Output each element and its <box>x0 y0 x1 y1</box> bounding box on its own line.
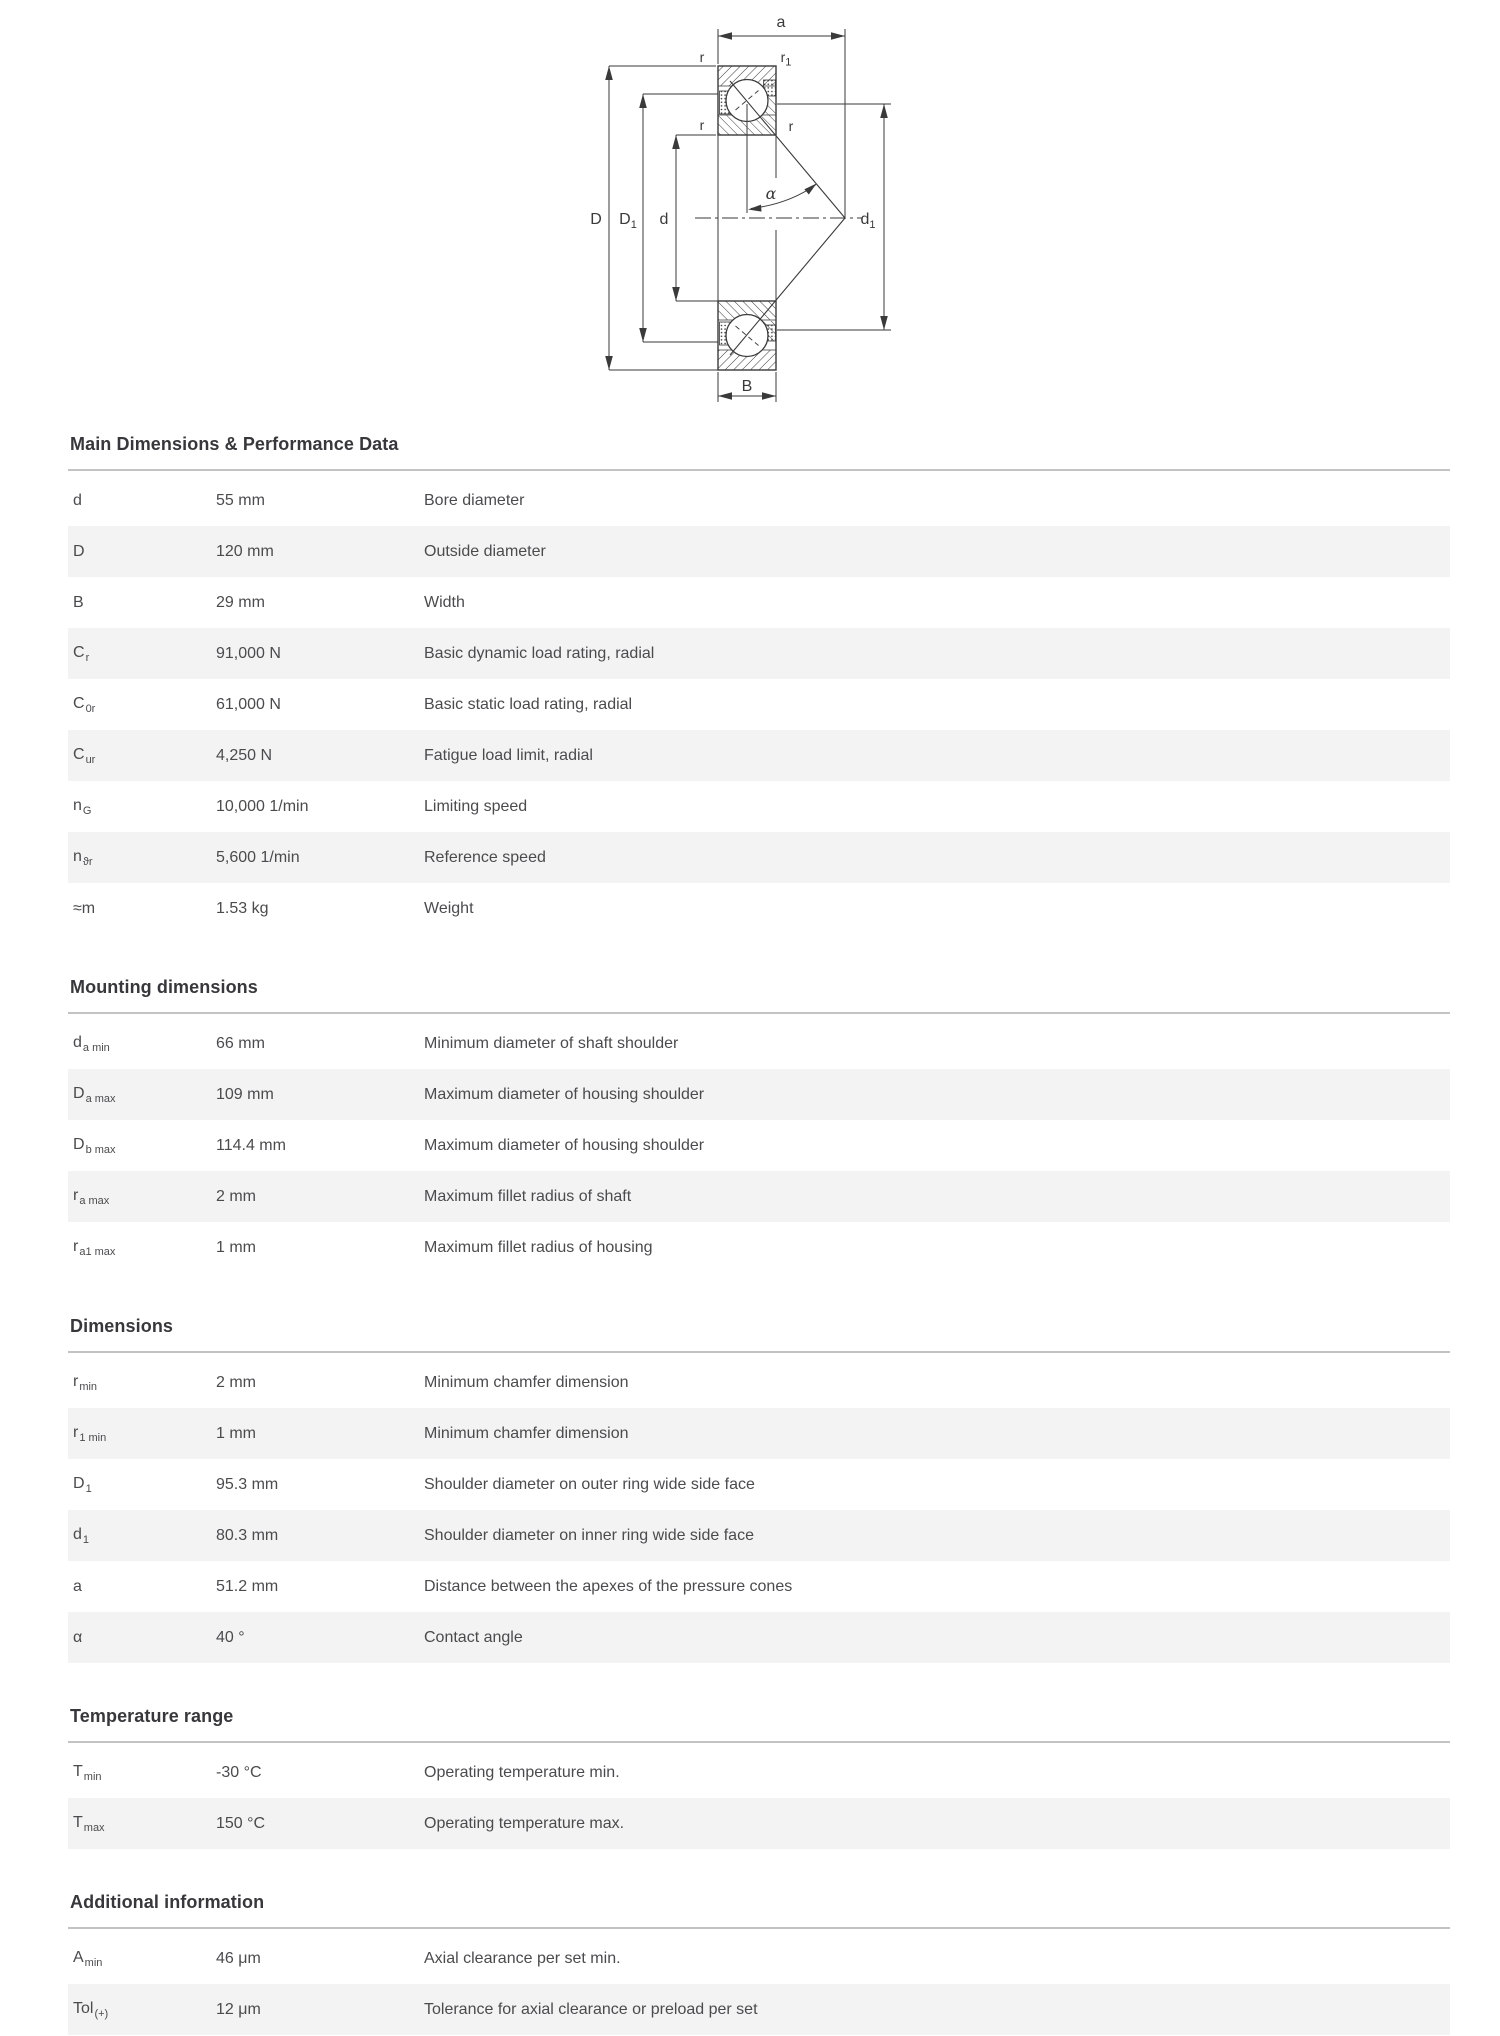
symbol-main: D <box>73 1084 85 1102</box>
table-row <box>68 1933 1450 1984</box>
value-cell: 29 mm <box>216 593 265 611</box>
value-cell: 1 mm <box>216 1424 256 1442</box>
table-row <box>68 1459 1450 1510</box>
description-cell: Axial clearance per set min. <box>424 1949 621 1967</box>
section-divider <box>68 1351 1450 1353</box>
value-cell: 91,000 N <box>216 644 281 662</box>
table-row <box>68 1069 1450 1120</box>
description-cell: Outside diameter <box>424 542 546 560</box>
description-cell: Tolerance for axial clearance or preload per set <box>424 2000 758 2018</box>
description-cell: Minimum chamfer dimension <box>424 1424 629 1442</box>
symbol-cell <box>68 1763 216 1783</box>
value-cell: 2 mm <box>216 1373 256 1391</box>
value-cell: 51.2 mm <box>216 1577 279 1595</box>
dim-label-d1: $d_1$ <box>860 211 876 231</box>
spec-rows <box>68 475 1450 934</box>
section-divider <box>68 1012 1450 1014</box>
description-cell: Maximum fillet radius of housing <box>424 1238 653 1256</box>
symbol-subscript: a max <box>85 1092 116 1105</box>
symbol-cell <box>68 1085 216 1105</box>
contact-angle-label: α <box>765 184 777 203</box>
symbol-main: C <box>73 745 85 763</box>
dim-label-r1: $r_1$ <box>780 49 792 69</box>
table-row <box>68 1171 1450 1222</box>
symbol-cell <box>68 1475 216 1495</box>
value-cell: 80.3 mm <box>216 1526 279 1544</box>
table-row <box>68 1561 1450 1612</box>
symbol-main: C <box>73 643 85 661</box>
value-cell: 120 mm <box>216 542 274 560</box>
description-cell: Basic dynamic load rating, radial <box>424 644 655 662</box>
value-cell: 40 ° <box>216 1628 245 1646</box>
description-cell: Maximum fillet radius of shaft <box>424 1187 632 1205</box>
symbol-main: C <box>73 694 85 712</box>
symbol-subscript: ur <box>85 753 96 766</box>
symbol-main: α <box>73 1628 83 1646</box>
symbol-cell <box>68 1424 216 1444</box>
table-row <box>68 781 1450 832</box>
value-cell: 10,000 1/min <box>216 797 309 815</box>
value-cell: 66 mm <box>216 1034 265 1052</box>
dim-label-B: B <box>741 378 753 395</box>
section-title: Dimensions <box>70 1316 174 1336</box>
symbol-subscript: min <box>83 1770 102 1783</box>
symbol-main: n <box>73 796 82 814</box>
symbol-main: B <box>73 593 84 611</box>
spec-section <box>68 978 1450 1273</box>
table-row <box>68 832 1450 883</box>
symbol-cell <box>68 2000 216 2020</box>
contact-line-bottom <box>730 218 845 355</box>
description-cell: Minimum chamfer dimension <box>424 1373 629 1391</box>
symbol-main: d <box>73 491 82 509</box>
value-cell: 46 μm <box>216 1949 261 1967</box>
spec-section <box>68 1707 1450 1849</box>
table-row <box>68 883 1450 934</box>
bearing-drawing-area <box>0 0 1500 412</box>
symbol-cell <box>68 1136 216 1156</box>
symbol-subscript: 1 min <box>79 1431 107 1444</box>
symbol-main: d <box>73 1525 82 1543</box>
symbol-main: a <box>73 1577 82 1595</box>
table-row <box>68 1798 1450 1849</box>
symbol-main: ≈m <box>73 899 96 917</box>
symbol-subscript: 0r <box>85 702 96 715</box>
table-row <box>68 1357 1450 1408</box>
symbol-main: d <box>73 1033 82 1051</box>
section-title: Additional information <box>70 1892 265 1912</box>
table-row <box>68 1612 1450 1663</box>
symbol-subscript: a min <box>82 1041 110 1054</box>
table-row <box>68 1018 1450 1069</box>
symbol-cell <box>68 1814 216 1834</box>
table-row <box>68 1510 1450 1561</box>
spec-rows <box>68 1357 1450 1663</box>
symbol-cell <box>68 1526 216 1546</box>
description-cell: Reference speed <box>424 848 546 866</box>
symbol-cell <box>68 746 216 766</box>
spec-tables <box>68 435 1450 2035</box>
description-cell: Maximum diameter of housing shoulder <box>424 1136 705 1154</box>
symbol-main: Tol <box>73 1999 94 2017</box>
value-cell: 150 °C <box>216 1814 266 1832</box>
symbol-cell <box>68 1034 216 1054</box>
symbol-cell <box>68 1578 216 1596</box>
spec-rows <box>68 1747 1450 1849</box>
symbol-main: D <box>73 1135 85 1153</box>
symbol-main: r <box>73 1423 79 1441</box>
section-title: Temperature range <box>70 1706 234 1726</box>
symbol-subscript: r <box>85 651 90 664</box>
description-cell: Contact angle <box>424 1628 523 1646</box>
symbol-cell <box>68 492 216 510</box>
value-cell: 61,000 N <box>216 695 281 713</box>
symbol-subscript: min <box>79 1380 98 1393</box>
table-row <box>68 730 1450 781</box>
spec-section <box>68 435 1450 934</box>
description-cell: Basic static load rating, radial <box>424 695 633 713</box>
section-divider <box>68 1927 1450 1929</box>
symbol-cell <box>68 848 216 868</box>
table-row <box>68 1984 1450 2035</box>
symbol-main: D <box>73 542 85 560</box>
value-cell: 114.4 mm <box>216 1136 286 1154</box>
symbol-cell <box>68 644 216 664</box>
symbol-subscript: max <box>83 1821 105 1834</box>
symbol-cell <box>68 1187 216 1207</box>
symbol-main: D <box>73 1474 85 1492</box>
symbol-subscript: a1 max <box>79 1245 116 1258</box>
table-row <box>68 679 1450 730</box>
symbol-cell <box>68 594 216 612</box>
description-cell: Distance between the apexes of the pressure cones <box>424 1577 793 1595</box>
symbol-subscript: a max <box>79 1194 110 1207</box>
table-row <box>68 628 1450 679</box>
symbol-main: r <box>73 1237 79 1255</box>
description-cell: Shoulder diameter on outer ring wide side face <box>424 1475 755 1493</box>
dim-label-D1: $D_1$ <box>619 211 637 231</box>
dim-label-r-top-left: r <box>699 49 705 65</box>
section-title: Mounting dimensions <box>70 977 258 997</box>
description-cell: Operating temperature min. <box>424 1763 620 1781</box>
symbol-cell <box>68 695 216 715</box>
symbol-cell <box>68 1373 216 1393</box>
symbol-cell <box>68 1629 216 1647</box>
symbol-subscript: ϑr <box>82 855 93 868</box>
description-cell: Shoulder diameter on inner ring wide side face <box>424 1526 754 1544</box>
table-row <box>68 1222 1450 1273</box>
value-cell: 1.53 kg <box>216 899 269 917</box>
value-cell: 95.3 mm <box>216 1475 279 1493</box>
symbol-subscript: G <box>82 804 92 817</box>
symbol-main: n <box>73 847 82 865</box>
alpha-arc-arrow-right <box>804 184 816 195</box>
description-cell: Weight <box>424 899 474 917</box>
dim-label-D: D <box>590 211 602 228</box>
description-cell: Fatigue load limit, radial <box>424 746 593 764</box>
symbol-subscript: (+) <box>94 2007 109 2020</box>
table-row <box>68 1408 1450 1459</box>
symbol-cell <box>68 1949 216 1969</box>
description-cell: Width <box>424 593 465 611</box>
alpha-arc-arrow-left <box>748 205 762 212</box>
symbol-subscript: 1 <box>82 1533 90 1546</box>
description-cell: Minimum diameter of shaft shoulder <box>424 1034 679 1052</box>
spec-rows <box>68 1018 1450 1273</box>
value-cell: 55 mm <box>216 491 265 509</box>
value-cell: 2 mm <box>216 1187 256 1205</box>
table-row <box>68 526 1450 577</box>
description-cell: Limiting speed <box>424 797 528 815</box>
table-row <box>68 475 1450 526</box>
value-cell: 4,250 N <box>216 746 273 764</box>
value-cell: 1 mm <box>216 1238 256 1256</box>
value-cell: 109 mm <box>216 1085 274 1103</box>
symbol-subscript: b max <box>85 1143 116 1156</box>
section-title: Main Dimensions & Performance Data <box>70 434 399 454</box>
value-cell: 12 μm <box>216 2000 261 2018</box>
symbol-main: T <box>73 1813 83 1831</box>
dim-label-r-mid-right: r <box>788 118 794 134</box>
spec-rows <box>68 1933 1450 2035</box>
dim-label-r-mid-left: r <box>699 117 705 133</box>
symbol-cell <box>68 900 216 918</box>
symbol-cell <box>68 543 216 561</box>
symbol-cell <box>68 797 216 817</box>
table-row <box>68 1120 1450 1171</box>
symbol-main: A <box>73 1948 84 1966</box>
value-cell: 5,600 1/min <box>216 848 300 866</box>
symbol-main: r <box>73 1186 79 1204</box>
dim-label-a: a <box>776 14 786 31</box>
table-row <box>68 577 1450 628</box>
description-cell: Maximum diameter of housing shoulder <box>424 1085 705 1103</box>
spec-section <box>68 1893 1450 2035</box>
description-cell: Operating temperature max. <box>424 1814 625 1832</box>
symbol-cell <box>68 1238 216 1258</box>
value-cell: -30 °C <box>216 1763 262 1781</box>
symbol-subscript: min <box>84 1956 103 1969</box>
section-divider <box>68 1741 1450 1743</box>
symbol-main: T <box>73 1762 83 1780</box>
dim-label-d: d <box>659 211 669 228</box>
bearing-cross-section-drawing <box>0 0 1500 412</box>
spec-section <box>68 1317 1450 1663</box>
table-row <box>68 1747 1450 1798</box>
description-cell: Bore diameter <box>424 491 525 509</box>
symbol-main: r <box>73 1372 79 1390</box>
section-divider <box>68 469 1450 471</box>
symbol-subscript: 1 <box>85 1482 92 1495</box>
